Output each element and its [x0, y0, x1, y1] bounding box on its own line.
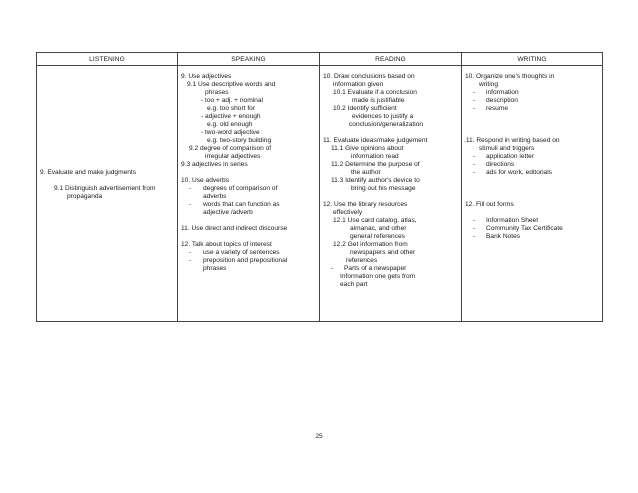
writing-item: writing [479, 81, 499, 88]
header-writing: WRITING [462, 53, 603, 66]
reading-item: made is justifiable [352, 97, 405, 104]
reading-item: the author [351, 169, 381, 176]
reading-cell [320, 66, 462, 322]
writing-bullet: - [473, 161, 476, 168]
reading-item: 12.1 Use card catalog, atlas, [333, 217, 417, 224]
reading-item: 10. Draw conclusions based on [323, 73, 415, 80]
reading-item: 11. Evaluate ideas/make judgement [323, 137, 428, 144]
writing-item: ads for work, editorials [486, 169, 552, 176]
reading-item: newspapers and other [350, 249, 416, 256]
speaking-item: e.g. too short for [207, 105, 256, 112]
speaking-bullet: - [189, 249, 192, 256]
speaking-item: 9. Use adjectives [181, 73, 232, 80]
reading-item: 11.1 Give opinions about [331, 145, 404, 152]
header-row [37, 53, 603, 66]
listening-item: propaganda [67, 193, 103, 200]
writing-item: description [486, 97, 518, 104]
writing-item: stimuli and triggers [479, 145, 535, 152]
listening-cell [37, 66, 178, 322]
speaking-item: 10. Use adverbs [181, 177, 230, 184]
writing-bullet: - [473, 233, 476, 240]
speaking-bullet: - [189, 185, 192, 192]
reading-bullet: - [331, 265, 334, 272]
writing-bullet: - [473, 217, 476, 224]
writing-item: directions [486, 161, 515, 168]
reading-item: effectively [333, 209, 363, 216]
writing-item: Information Sheet [486, 217, 539, 224]
reading-item: 12.2 Get information from [333, 241, 408, 248]
reading-item: information given [333, 81, 384, 88]
speaking-item: use a variety of sentences [203, 249, 280, 256]
speaking-item: degrees of comparison of [203, 185, 278, 192]
writing-item: information [486, 89, 519, 96]
writing-bullet: - [473, 153, 476, 160]
speaking-bullet: - [189, 257, 192, 264]
reading-item: conclusion/generalization [349, 121, 424, 128]
writing-bullet: - [473, 169, 476, 176]
speaking-item: 9.3 adjectives in series [181, 161, 248, 168]
listening-item: 9.1 Distinguish advertisement from [54, 185, 156, 192]
reading-item: 11.3 Identify author's device to [331, 177, 420, 184]
speaking-item: phrases [203, 265, 227, 272]
curriculum-table [36, 52, 603, 322]
writing-cell [462, 66, 603, 322]
reading-item: Information one gets from [340, 273, 416, 280]
speaking-item: preposition and prepositional [203, 257, 288, 264]
speaking-item: adjective /adverb [203, 209, 253, 216]
writing-item: Community Tax Certificate [486, 225, 563, 232]
reading-item: references [346, 257, 378, 264]
reading-item: bring out his message [351, 185, 416, 192]
header-reading: READING [320, 53, 462, 66]
speaking-item: e.g. old enough [207, 121, 253, 128]
reading-item: each part [340, 281, 368, 288]
listening-item: 9. Evaluate and make judgments [40, 169, 137, 176]
reading-item: 10.2 Identify sufficient [333, 105, 397, 112]
writing-bullet: - [473, 225, 476, 232]
speaking-item: 9.1 Use descriptive words and [187, 81, 276, 88]
writing-item: .11. Respond in writing based on [464, 137, 560, 144]
reading-item: 12. Use the library resources [323, 201, 408, 208]
writing-item: Bank Notes [486, 233, 521, 240]
speaking-item: - adjective + enough [201, 113, 261, 120]
writing-bullet: - [473, 105, 476, 112]
writing-bullet: - [473, 89, 476, 96]
writing-item: 10. Organize one's thoughts in [465, 73, 555, 80]
speaking-item: 9.2 degree of comparison of [189, 145, 272, 152]
speaking-item: 11. Use direct and indirect discourse [181, 225, 288, 232]
speaking-cell [178, 66, 320, 322]
writing-item: 12. Fill out forms [465, 201, 514, 208]
reading-item: Parts of a newspaper [344, 265, 407, 272]
speaking-item: phrases [205, 89, 229, 96]
writing-item: resume [486, 105, 508, 112]
header-listening: LISTENING [37, 53, 178, 66]
reading-item: information read [351, 153, 399, 160]
speaking-item: adverbs [203, 193, 227, 200]
writing-item: application letter [486, 153, 535, 160]
reading-item: 11.2 Determine the purpose of [331, 161, 420, 168]
speaking-item: - too + adj. + nominal [201, 97, 263, 104]
page-number: 25 [315, 433, 323, 440]
reading-item: evidences to justify a [352, 113, 414, 120]
content-row [37, 66, 603, 322]
speaking-bullet: - [189, 201, 192, 208]
header-speaking: SPEAKING [178, 53, 320, 66]
speaking-item: words that can function as [203, 201, 280, 208]
speaking-item: e.g. two-story building [207, 137, 272, 144]
reading-item: almanac, and other [350, 225, 407, 232]
reading-item: 10.1 Evaluate if a conclusion [333, 89, 417, 96]
speaking-item: irregular adjectives [205, 153, 261, 160]
writing-bullet: - [473, 97, 476, 104]
speaking-item: - two-word adjective [201, 129, 260, 136]
reading-item: general references [350, 233, 405, 240]
speaking-item: 12. Talk about topics of interest [181, 241, 272, 248]
